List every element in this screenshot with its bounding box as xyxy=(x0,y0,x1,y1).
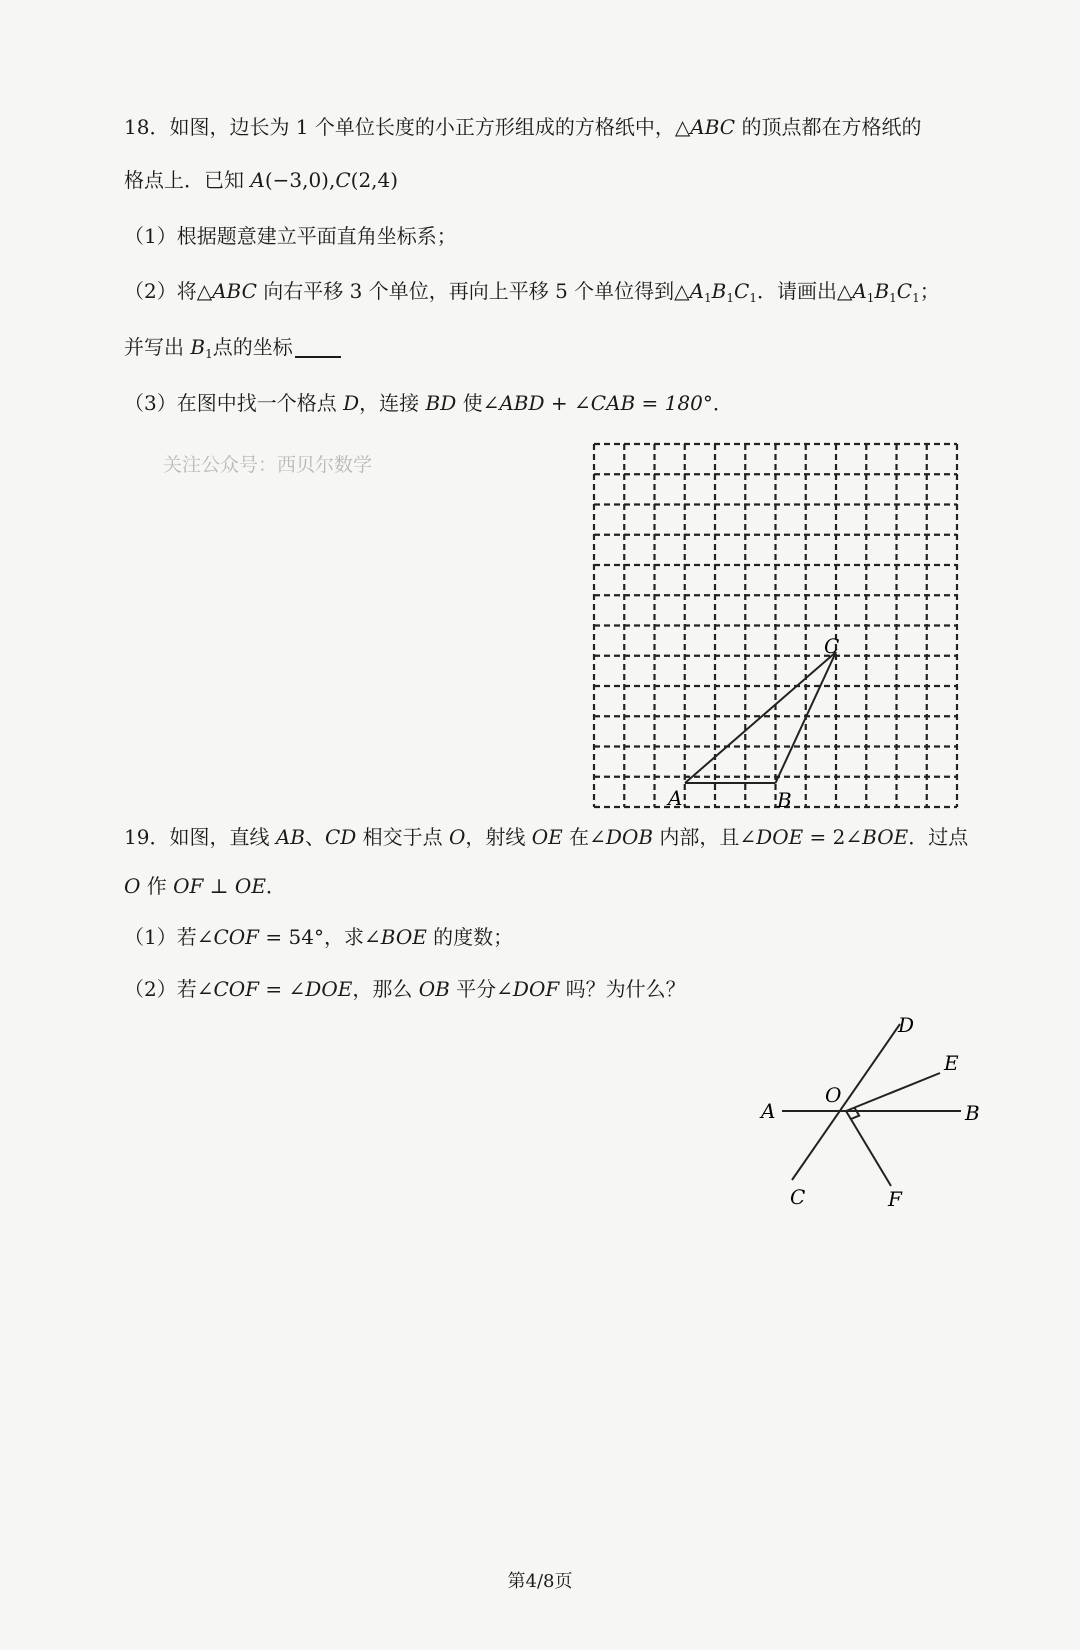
line-cd xyxy=(792,1024,900,1180)
q18-part2: （2）将△ABC 向右平移 3 个单位，再向上平移 5 个单位得到$\triangle A_1B_1C_1$．请画出$\triangle A_1B_1C_1$； xyxy=(124,279,940,305)
ray-of xyxy=(846,1111,891,1186)
ray-oe xyxy=(846,1073,940,1111)
q18-part3: （3）在图中找一个格点 D，连接 BD 使∠ABD + ∠CAB = 180°． xyxy=(124,391,733,415)
fig-label-f: F xyxy=(888,1187,902,1210)
answer-blank xyxy=(295,356,341,358)
side-bc xyxy=(776,652,837,783)
fig-label-e: E xyxy=(944,1051,959,1075)
page-number: 第4/8页 xyxy=(507,1571,573,1592)
grid-label-b: B xyxy=(777,788,792,812)
angle-figure xyxy=(755,1010,985,1210)
fig-label-a: A xyxy=(761,1099,776,1123)
watermark: 关注公众号：西贝尔数学 xyxy=(163,454,373,476)
q18-line2: 格点上．已知 A(−3,0),C(2,4) xyxy=(124,168,399,192)
q18-line1: 18．如图，边长为 1 个单位长度的小正方形组成的方格纸中，△ABC 的顶点都在方格纸的 xyxy=(124,115,922,139)
grid-figure xyxy=(590,440,970,820)
grid-label-a: A xyxy=(668,786,683,810)
q19-line1: 19．如图，直线 AB、CD 相交于点 O，射线 OE 在∠DOB 内部，且∠DOE = 2∠BOE．过点 xyxy=(124,825,969,849)
q19-part2: （2）若∠COF = ∠DOE，那么 OB 平分∠DOF 吗？为什么？ xyxy=(124,977,686,1001)
q19-part1: （1）若∠COF = 54°，求∠BOE 的度数； xyxy=(124,925,514,949)
fig-label-d: D xyxy=(898,1013,915,1037)
side-ca xyxy=(685,652,836,783)
fig-label-b: B xyxy=(965,1101,980,1125)
fig-label-o: O xyxy=(825,1083,842,1107)
triangle-abc xyxy=(685,652,836,783)
q18-part2-line2: 并写出 $B_1$点的坐标 xyxy=(124,333,341,368)
grid-label-c: C xyxy=(824,634,840,658)
q18-part1: （1）根据题意建立平面直角坐标系； xyxy=(124,224,457,248)
q19-line2: O 作 OF ⊥ OE． xyxy=(124,874,286,898)
fig-label-c: C xyxy=(790,1185,806,1209)
grid-lines xyxy=(594,444,957,807)
